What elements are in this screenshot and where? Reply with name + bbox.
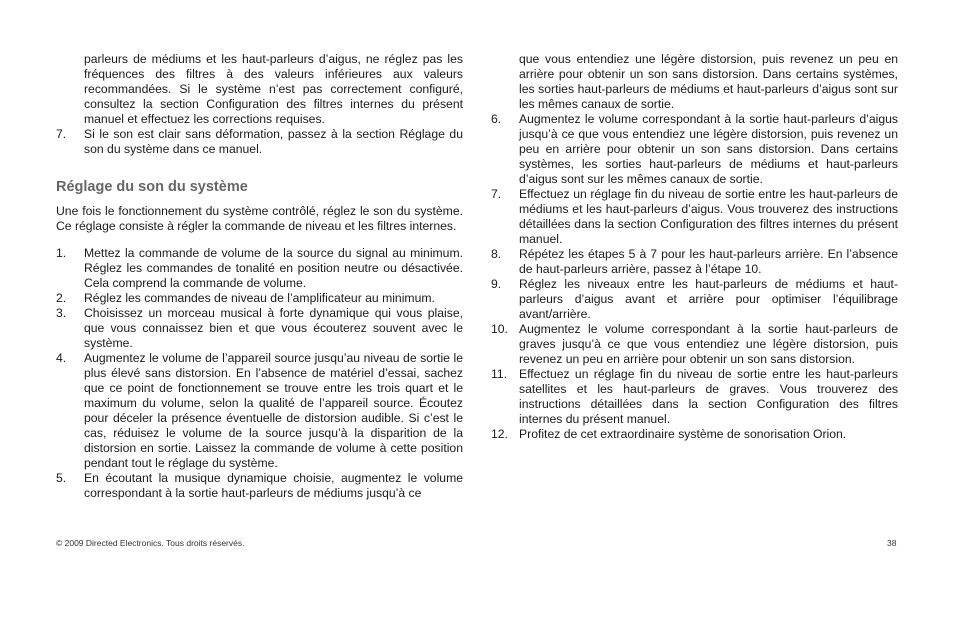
item-number: 7. xyxy=(56,127,67,141)
item-number: 10. xyxy=(491,322,508,336)
item-text: Augmentez le volume correspondant à la sortie haut-parleurs d’aigus jusqu’à ce que vous entendiez une légère distorsion, puis revenez un peu en arrière pour obtenir un son sans distorsion. Dans certains systèmes, les sorties haut-parleurs de médiums et haut-parleurs d’aigus sont sur les mêmes canaux de sortie. xyxy=(519,112,898,186)
list-item xyxy=(56,246,463,291)
list-item xyxy=(56,471,463,501)
item-number: 9. xyxy=(491,277,502,291)
item-text: Choisissez un morceau musical à forte dynamique qui vous plaise, que vous connaissez bien et que vous écouterez souvent avec le système. xyxy=(84,306,463,350)
list-item xyxy=(491,112,898,187)
item-text: Répétez les étapes 5 à 7 pour les haut-parleurs arrière. En l’absence de haut-parleurs arrière, passez à l’étape 10. xyxy=(519,247,898,276)
list-item xyxy=(491,187,898,247)
item-number: 12. xyxy=(491,427,508,441)
item-number: 1. xyxy=(56,246,67,260)
item-text: Effectuez un réglage fin du niveau de sortie entre les haut-parleurs satellites et les haut-parleurs de graves. Vous trouverez des instructions détaillées dans la section Configuration des filtres internes du présent manuel. xyxy=(519,367,898,426)
item-number: 4. xyxy=(56,351,67,365)
item-text: Si le son est clair sans déformation, passez à la section Réglage du son du système dans ce manuel. xyxy=(84,127,463,156)
item-text: Mettez la commande de volume de la source du signal au minimum. Réglez les commandes de tonalité en position neutre ou désactivée. Cela comprend la commande de volume. xyxy=(84,246,463,290)
item-number: 5. xyxy=(56,471,67,485)
right-column xyxy=(491,52,898,442)
continuation-paragraph: parleurs de médiums et les haut-parleurs d’aigus, ne réglez pas les fréquences des filtres à des valeurs inférieures aux valeurs recommandées. Si le système n’est pas correctement configuré, consultez la section Configuration des filtres internes du présent manuel et effectuez les corrections requises. xyxy=(84,52,463,126)
list-item xyxy=(491,367,898,427)
item-text: Augmentez le volume correspondant à la sortie haut-parleurs de graves jusqu’à ce que vous entendiez une légère distorsion, puis revenez un peu en arrière pour obtenir un son sans distorsion. xyxy=(519,322,898,366)
page-number: 38 xyxy=(887,538,897,548)
left-column xyxy=(56,52,463,501)
footer-copyright: © 2009 Directed Electronics. Tous droits réservés. xyxy=(56,538,245,548)
item-text: Augmentez le volume de l’appareil source jusqu’au niveau de sortie le plus élevé sans distorsion. En l’absence de matériel d’essai, sachez que ce point de fonctionnement se trouve entre les trois quart et le maximum du volume, selon la qualité de l’appareil source. Écoutez pour déceler la présence éventuelle de distorsion audible. Si c’est le cas, réduisez le volume de la source jusqu’à la disparition de la distorsion en sortie. Laissez la commande de volume à cette position pendant tout le réglage du système. xyxy=(84,351,463,470)
item-text: Réglez les commandes de niveau de l’amplificateur au minimum. xyxy=(84,291,435,305)
continuation-paragraph: que vous entendiez une légère distorsion, puis revenez un peu en arrière pour obtenir un son sans distorsion. Dans certains systèmes, les sorties haut-parleurs de médiums et haut-parleurs d’aigus sont sur les mêmes canaux de sortie. xyxy=(519,52,898,111)
item-number: 3. xyxy=(56,306,67,320)
item-text: Effectuez un réglage fin du niveau de sortie entre les haut-parleurs de médiums et les haut-parleurs d’aigus. Vous trouverez des instructions détaillées dans la section Configuration des filtres internes du présent manuel. xyxy=(519,187,898,246)
list-item xyxy=(56,351,463,471)
list-item xyxy=(56,127,463,157)
section-heading: Réglage du son du système xyxy=(56,179,248,195)
list-item xyxy=(56,306,463,351)
item-text: Réglez les niveaux entre les haut-parleurs de médiums et haut-parleurs d’aigus avant et arrière pour optimiser l’équilibrage avant/arrière. xyxy=(519,277,898,321)
item-number: 6. xyxy=(491,112,502,126)
item-number: 11. xyxy=(491,367,508,381)
item-number: 7. xyxy=(491,187,502,201)
list-item xyxy=(491,247,898,277)
list-item xyxy=(491,277,898,322)
item-number: 8. xyxy=(491,247,502,261)
item-text: Profitez de cet extraordinaire système de sonorisation Orion. xyxy=(519,427,847,441)
item-text: En écoutant la musique dynamique choisie, augmentez le volume correspondant à la sortie haut-parleurs de médiums jusqu’à ce xyxy=(84,471,463,500)
intro-paragraph: Une fois le fonctionnement du système contrôlé, réglez le son du système. Ce réglage consiste à régler la commande de niveau et les filtres internes. xyxy=(56,204,463,233)
list-item xyxy=(491,322,898,367)
list-item xyxy=(491,427,898,442)
list-item xyxy=(56,291,463,306)
item-number: 2. xyxy=(56,291,67,305)
